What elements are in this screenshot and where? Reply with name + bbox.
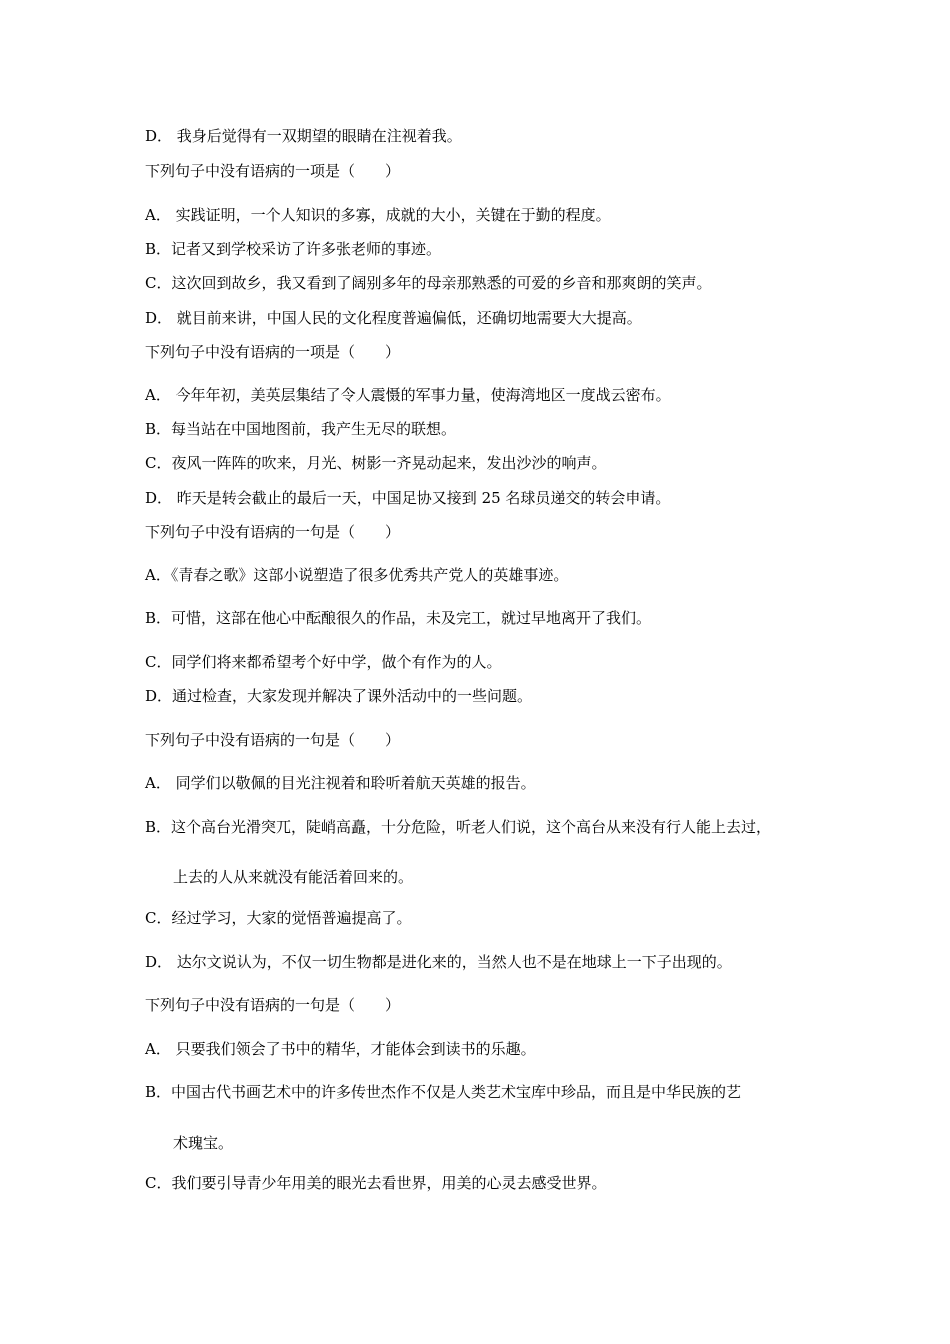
option-a-text: A．《青春之歌》这部小说塑造了很多优秀共产党人的英雄事迹。: [145, 566, 569, 584]
question-stem: 下列句子中没有语病的一句是（ ）: [145, 523, 401, 541]
option-b-text: B．每当站在中国地图前，我产生无尽的联想。: [145, 420, 457, 438]
option-a-text: A． 同学们以敬佩的目光注视着和聆听着航天英雄的报告。: [145, 774, 536, 792]
option-b-text: B．这个高台光滑突兀，陡峭高矗，十分危险，听老人们说，这个高台从来没有行人能上去过，: [145, 818, 772, 836]
option-c-text: C．夜风一阵阵的吹来，月光、树影一齐晃动起来，发出沙沙的响声。: [145, 454, 607, 472]
option-c-text: C．我们要引导青少年用美的眼光去看世界，用美的心灵去感受世界。: [145, 1174, 607, 1192]
option-c-text: C．经过学习，大家的觉悟普遍提高了。: [145, 909, 412, 927]
option-b-continuation: 术瑰宝。: [173, 1134, 234, 1152]
option-d-text: D． 我身后觉得有一双期望的眼睛在注视着我。: [145, 127, 462, 145]
option-d-text: D． 就目前来讲，中国人民的文化程度普遍偏低，还确切地需要大大提高。: [145, 309, 642, 327]
option-b-continuation: 上去的人从来就没有能活着回来的。: [173, 868, 414, 886]
question-stem: 下列句子中没有语病的一项是（ ）: [145, 162, 401, 180]
option-b-text: B．记者又到学校采访了许多张老师的事迹。: [145, 240, 442, 258]
question-stem: 下列句子中没有语病的一句是（ ）: [145, 996, 401, 1014]
option-d-text: D．通过检查，大家发现并解决了课外活动中的一些问题。: [145, 687, 533, 705]
option-a-text: A． 今年年初，美英层集结了令人震慑的军事力量，使海湾地区一度战云密布。: [145, 386, 671, 404]
option-c-text: C．同学们将来都希望考个好中学，做个有作为的人。: [145, 653, 502, 671]
option-a-text: A． 实践证明，一个人知识的多寡，成就的大小，关键在于勤的程度。: [145, 206, 611, 224]
option-a-text: A． 只要我们领会了书中的精华，才能体会到读书的乐趣。: [145, 1040, 536, 1058]
option-c-text: C．这次回到故乡，我又看到了阔别多年的母亲那熟悉的可爱的乡音和那爽朗的笑声。: [145, 274, 712, 292]
option-b-text: B．可惜，这部在他心中酝酿很久的作品，未及完工，就过早地离开了我们。: [145, 609, 652, 627]
option-b-text: B．中国古代书画艺术中的许多传世杰作不仅是人类艺术宝库中珍品，而且是中华民族的艺: [145, 1083, 742, 1101]
question-stem: 下列句子中没有语病的一项是（ ）: [145, 343, 401, 361]
option-d-text: D． 昨天是转会截止的最后一天，中国足协又接到 25 名球员递交的转会申请。: [145, 489, 671, 507]
option-d-text: D． 达尔文说认为，不仅一切生物都是进化来的，当然人也不是在地球上一下子出现的。: [145, 953, 732, 971]
question-stem: 下列句子中没有语病的一句是（ ）: [145, 731, 401, 749]
